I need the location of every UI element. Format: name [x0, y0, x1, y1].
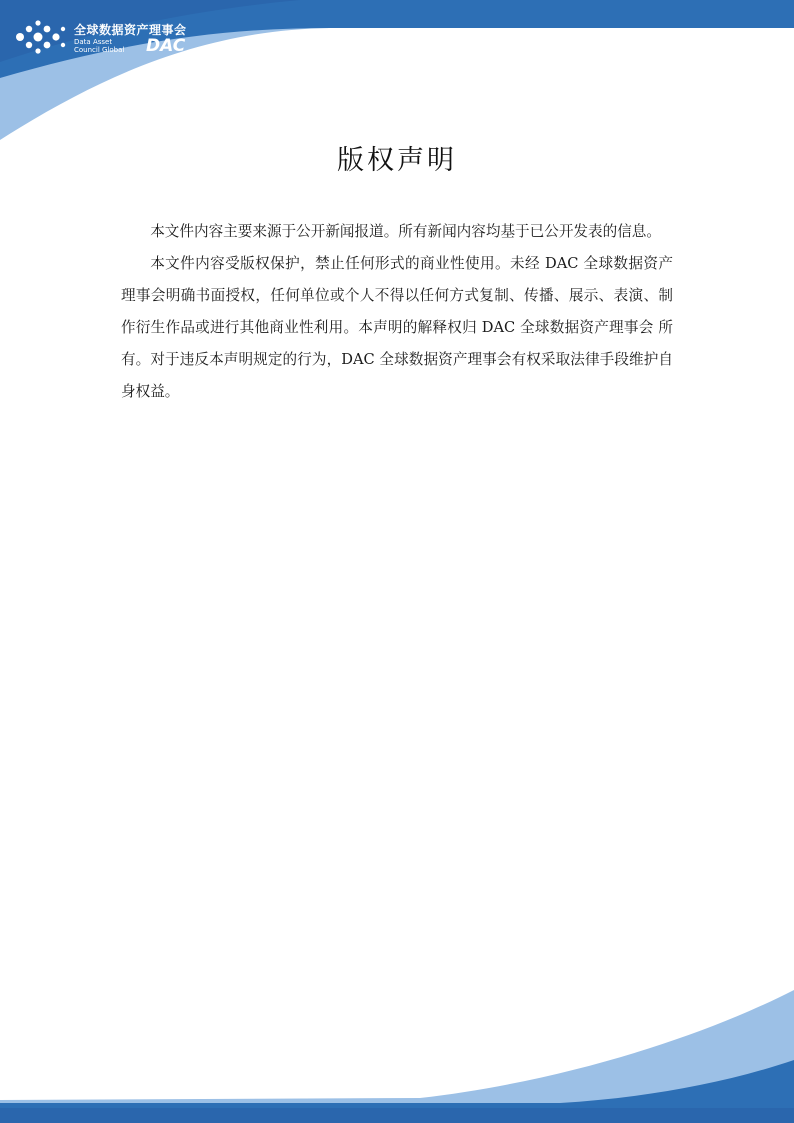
org-name-en-line1: Data Asset: [74, 38, 113, 46]
page-title: 版权声明: [337, 145, 457, 176]
org-name-en: [74, 38, 124, 54]
org-name-cn: 全球数据资产理事会: [74, 23, 187, 37]
footer-decoration: [0, 990, 794, 1123]
org-logo: [14, 18, 204, 58]
brand-abbrev: DAC: [146, 36, 186, 56]
paragraph-copyright: 本文件内容受版权保护，禁止任何形式的商业性使用。未经 DAC 全球数据资产理事会明确书面授权，任何单位或个人不得以任何方式复制、传播、展示、表演、制作衍生作品或进行其他商业性利用。本声明的解释权归 DAC 全球数据资产理事会 所有。对于违反本声明规定的行为，DAC 全球数据资产理事会有权采取法律手段维护自身权益。: [121, 255, 673, 400]
dac-logo-icon: [14, 18, 72, 56]
paragraph-source: 本文件内容主要来源于公开新闻报道。所有新闻内容均基于已公开发表的信息。: [150, 223, 661, 240]
org-name-en-line2: Council Global: [74, 46, 125, 54]
document-body: [121, 216, 673, 408]
